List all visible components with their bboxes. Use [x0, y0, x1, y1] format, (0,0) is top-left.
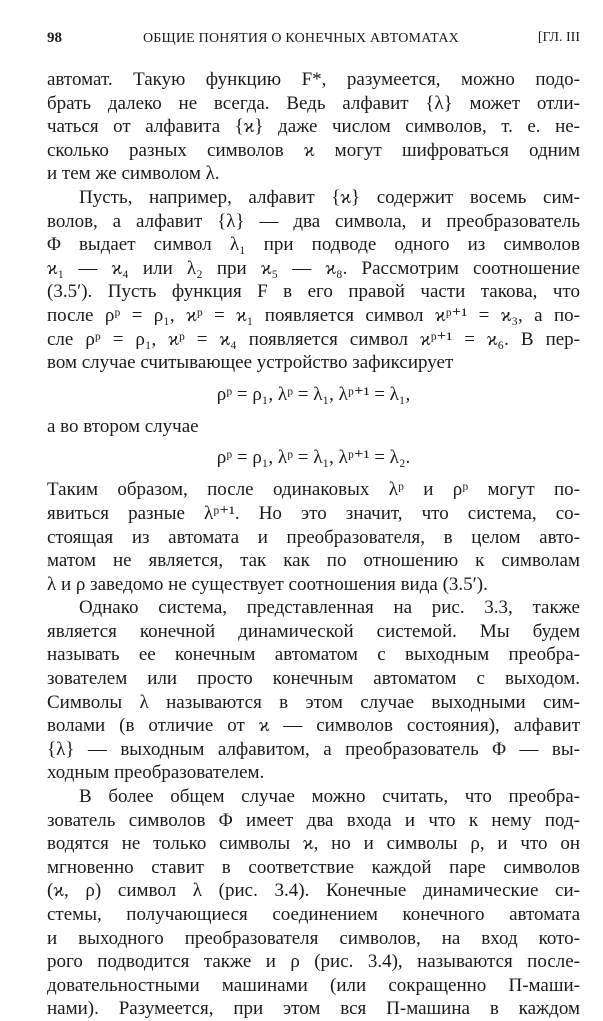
page-number: 98	[47, 30, 62, 46]
text-line: и тем же символом λ.	[47, 163, 220, 185]
page-body	[47, 68, 580, 1021]
text-line: Однако система, представленная на рис. 3.3, также	[79, 597, 580, 619]
formula-line: ρᵖ = ρ₁, λᵖ = λ₁, λᵖ⁺¹ = λ₂.	[216, 447, 411, 469]
text-line: водятся не только символы ϰ, но и символы ρ, и что он	[47, 833, 580, 855]
text-line: Φ выдает символ λ₁ при подводе одного из символов	[47, 234, 580, 256]
text-line: волами (в отличие от ϰ — символов состояния), алфавит	[47, 715, 580, 737]
text-line: мгновенно ставит в соответствие каждой паре символов	[47, 856, 580, 878]
formula-line: ρᵖ = ρ₁, λᵖ = λ₁, λᵖ⁺¹ = λ₁,	[216, 383, 411, 405]
text-line: автомат. Такую функцию F*, разумеется, можно подо-	[47, 69, 580, 90]
text-line: ϰ₁ — ϰ₄ или λ₂ при ϰ₅ — ϰ₈. Рассмотрим соотношение	[47, 257, 580, 279]
text-line: довательностными машинами (или сокращенно П-маши-	[47, 974, 580, 996]
text-line: ходным преобразователем.	[47, 762, 265, 784]
text-line: зователь символов Φ имеет два входа и что к нему под-	[47, 809, 580, 831]
text-line: а во втором случае	[47, 415, 199, 437]
text-line: В более общем случае можно считать, что преобра-	[79, 786, 580, 808]
text-line: нами). Разумеется, при этом вся П-машина в каждом	[47, 998, 580, 1020]
text-line: Пусть, например, алфавит {ϰ} содержит восемь сим-	[79, 186, 580, 208]
text-line: стемы, получающиеся соединением конечного автомата	[47, 904, 580, 925]
text-line: и выходного преобразователя символов, на вход кото-	[47, 927, 580, 949]
text-line: вом случае считывающее устройство зафиксирует	[47, 352, 454, 374]
page-header	[47, 30, 580, 54]
text-line: (ϰ, ρ) символ λ (рис. 3.4). Конечные динамические си-	[47, 880, 580, 902]
text-line: стоящая из автомата и преобразователя, в целом авто-	[47, 526, 580, 548]
text-line: волов, а алфавит {λ} — два символа, и преобразователь	[47, 210, 580, 232]
text-line: чаться от алфавита {ϰ} даже числом символов, т. е. не-	[47, 116, 580, 138]
text-line: λ и ρ заведомо не существует соотношения вида (3.5′).	[47, 573, 488, 595]
text-line: сле ρᵖ = ρ₁, ϰᵖ = ϰ₄ появляется символ ϰᵖ⁺¹ = ϰ₆. В пер-	[47, 328, 580, 350]
text-line: (3.5′). Пусть функция F в его правой части такова, что	[47, 281, 580, 303]
text-line: рого подводится также и ρ (рис. 3.4), называются после-	[47, 951, 580, 973]
text-line: явиться разные λᵖ⁺¹. Но это значит, что система, со-	[47, 502, 580, 524]
text-line: {λ} — выходным алфавитом, а преобразователь Φ — вы-	[47, 738, 580, 760]
text-line: зователем или просто конечным автоматом с выходом.	[47, 668, 580, 690]
text-line: называть ее конечным автоматом с выходным преобра-	[47, 644, 580, 666]
text-line: Таким образом, после одинаковых λᵖ и ρᵖ могут по-	[47, 479, 580, 501]
running-title: ОБЩИЕ ПОНЯТИЯ О КОНЕЧНЫХ АВТОМАТАХ	[143, 31, 459, 46]
chapter-marker: [ГЛ. III	[537, 30, 580, 45]
text-line: после ρᵖ = ρ₁, ϰᵖ = ϰ₁ появляется символ ϰᵖ⁺¹ = ϰ₃, а по-	[47, 304, 580, 326]
text-line: является конечной динамической системой. Мы будем	[47, 620, 580, 642]
text-line: сколько разных символов ϰ могут шифроваться одним	[47, 139, 580, 161]
text-line: брать далеко не всегда. Ведь алфавит {λ} может отли-	[47, 92, 580, 114]
text-line: Символы λ называются в этом случае выходными сим-	[47, 691, 580, 713]
text-line: матом не является, так как по отношению к символам	[47, 550, 580, 572]
